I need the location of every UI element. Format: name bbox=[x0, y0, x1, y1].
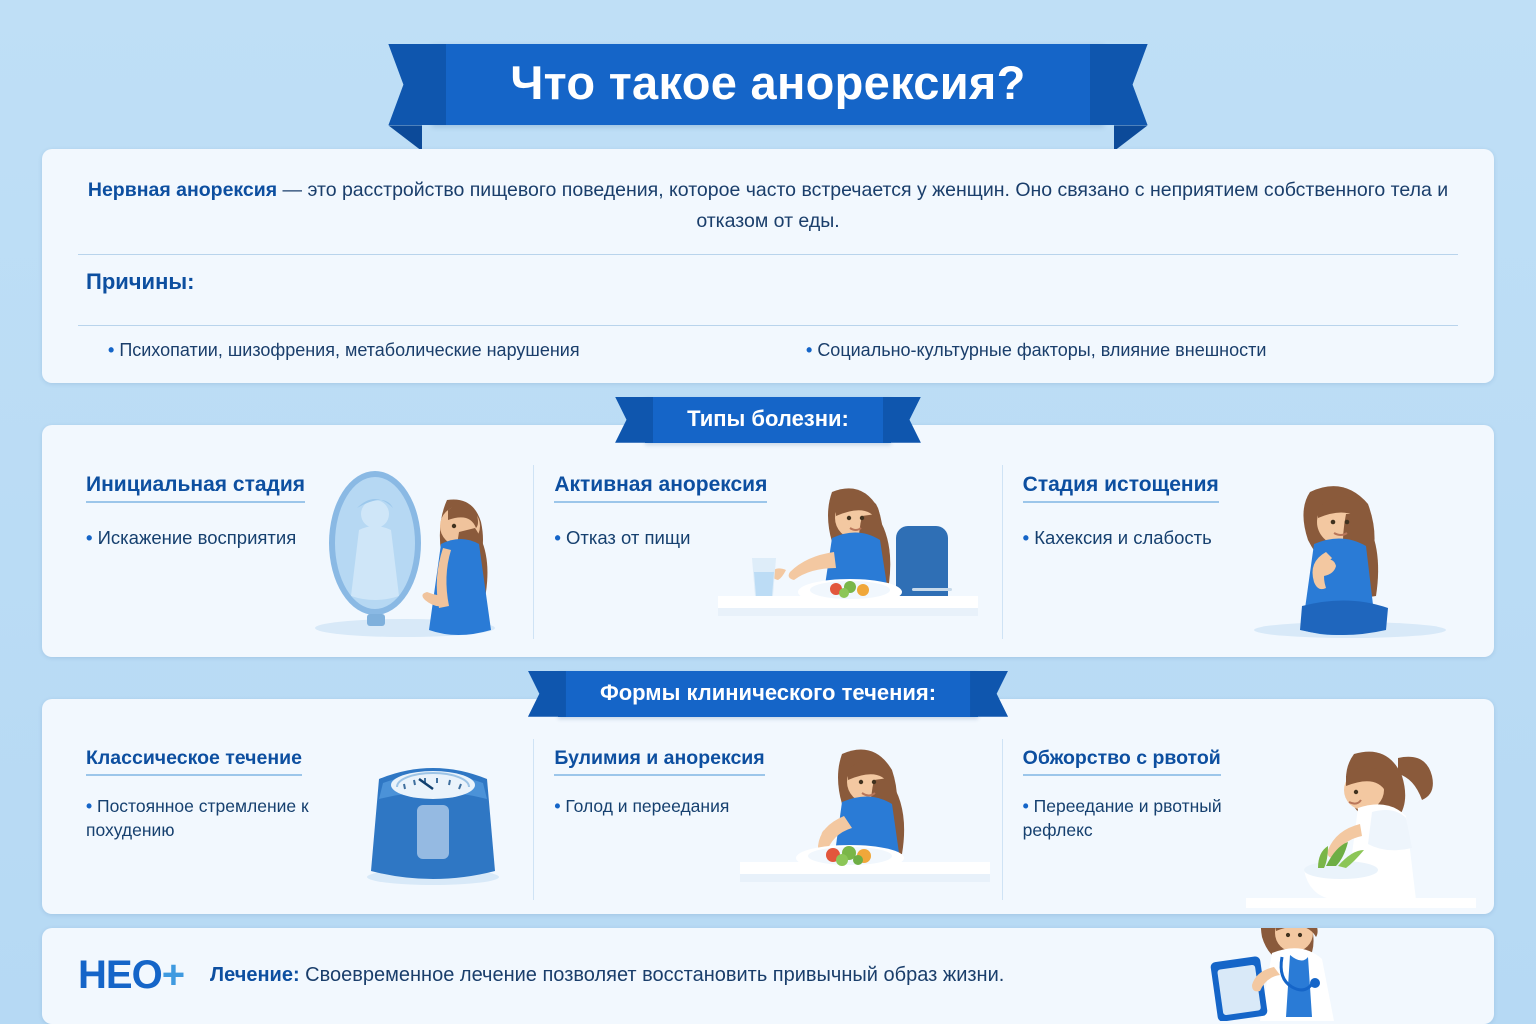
type-item-3: • Кахексия и слабость bbox=[1023, 525, 1292, 551]
form-heading-2-text: Булимия и анорексия bbox=[554, 746, 765, 769]
brand-logo-plus: + bbox=[161, 953, 185, 998]
brand-logo-text: НЕО bbox=[78, 953, 162, 998]
form-heading-3: Обжорство с рвотой bbox=[1023, 747, 1221, 776]
causes-heading: Причины: bbox=[86, 268, 195, 294]
forms-columns bbox=[66, 739, 1470, 900]
treatment-label: Лечение: bbox=[210, 964, 300, 987]
form-item-2: • Голод и переедания bbox=[554, 794, 805, 819]
types-ribbon bbox=[645, 397, 891, 443]
intro-lead-term: Нервная анорексия bbox=[87, 179, 278, 202]
type-item-2: • Отказ от пищи bbox=[554, 525, 823, 551]
forms-card bbox=[42, 699, 1494, 914]
form-item-3: • Переедание и рвотный рефлекс bbox=[1023, 794, 1274, 843]
ribbon-tail-right-decoration bbox=[1114, 125, 1148, 151]
causes-list bbox=[78, 326, 1458, 361]
cause-item-2: • Социально-культурные факторы, влияние внешности bbox=[760, 340, 1458, 361]
title-ribbon-container bbox=[0, 0, 1536, 125]
intro-body-text: — это расстройство пищевого поведения, которое часто встречается у женщин. Оно связано с неприятием собственного тела и отказом от еды. bbox=[277, 179, 1449, 232]
types-columns bbox=[66, 465, 1470, 639]
type-heading-2: Активная анорексия bbox=[554, 473, 767, 503]
form-item-1: • Постоянное стремление к похудению bbox=[86, 794, 337, 843]
girl-vomiting-illustration bbox=[1246, 728, 1476, 914]
form-heading-1: Классическое течение bbox=[86, 747, 302, 776]
type-heading-1: Инициальная стадия bbox=[86, 473, 305, 503]
footer-card bbox=[42, 928, 1494, 1024]
forms-ribbon-text: Формы клинического течения: bbox=[599, 679, 937, 705]
treatment-text: Своевременное лечение позволяет восстановить привычный образ жизни. bbox=[299, 964, 1005, 987]
types-card bbox=[42, 425, 1494, 657]
form-column-binge-vomit bbox=[1002, 739, 1470, 900]
brand-logo bbox=[78, 953, 184, 998]
forms-ribbon bbox=[558, 671, 978, 717]
type-column-exhaustion-stage bbox=[1002, 465, 1470, 639]
type-column-active-anorexia bbox=[533, 465, 1001, 639]
types-ribbon-text: Типы болезни: bbox=[687, 405, 849, 431]
doctor-with-clipboard-illustration bbox=[1194, 928, 1404, 1024]
treatment-note bbox=[210, 964, 1004, 987]
cause-item-1: • Психопатии, шизофрения, метаболические нарушения bbox=[78, 340, 760, 361]
forms-ribbon-container bbox=[0, 671, 1536, 717]
page-title bbox=[432, 44, 1103, 125]
page-title-text: Что такое анорексия? bbox=[510, 56, 1026, 109]
type-item-1: • Искажение восприятия bbox=[86, 525, 355, 551]
form-column-bulimia bbox=[533, 739, 1001, 900]
type-heading-3: Стадия истощения bbox=[1023, 473, 1219, 503]
type-column-initial-stage bbox=[66, 465, 533, 639]
weight-scale-illustration bbox=[353, 739, 513, 894]
form-column-classic bbox=[66, 739, 533, 900]
types-ribbon-container bbox=[0, 397, 1536, 443]
form-heading-2 bbox=[554, 747, 764, 776]
intro-paragraph bbox=[78, 175, 1458, 235]
ribbon-tail-left-decoration bbox=[388, 125, 422, 151]
intro-card bbox=[42, 149, 1494, 382]
